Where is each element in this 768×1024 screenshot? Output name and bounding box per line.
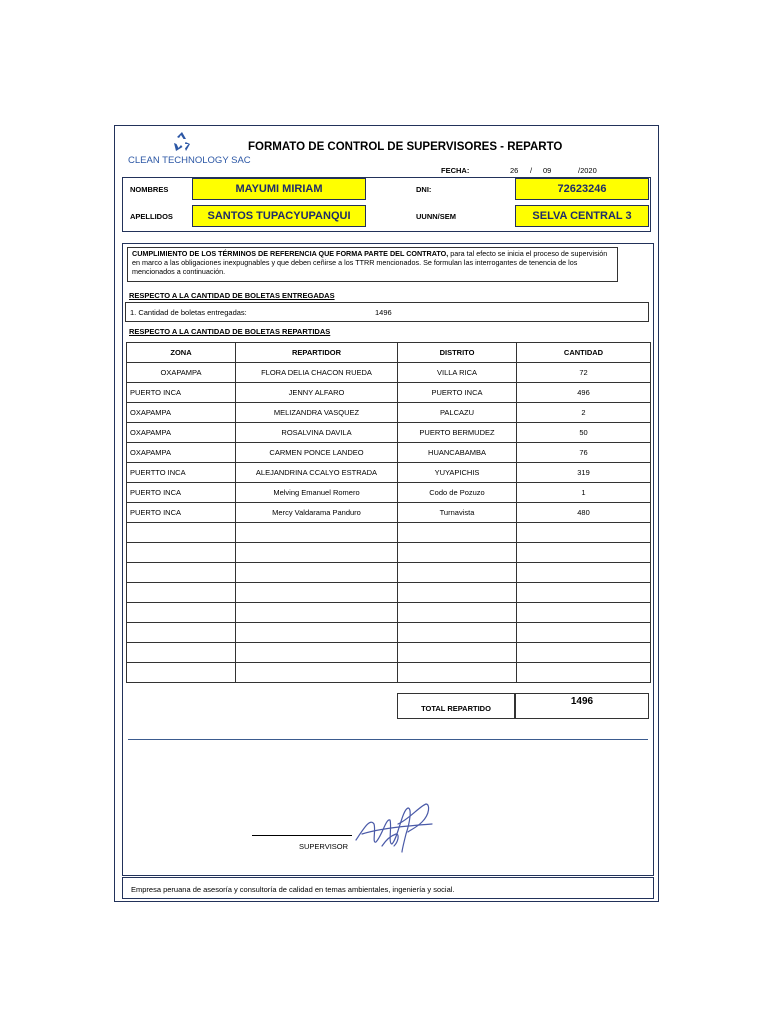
- cell-zona: [127, 603, 236, 623]
- cell-distrito: PUERTO BERMUDEZ: [398, 423, 517, 443]
- cell-zona: [127, 563, 236, 583]
- cell-repartidor: [236, 663, 398, 683]
- cell-zona: OXAPAMPA: [127, 363, 236, 383]
- cell-distrito: [398, 523, 517, 543]
- cell-distrito: Turnavista: [398, 503, 517, 523]
- cell-repartidor: [236, 543, 398, 563]
- footer-box: [122, 877, 654, 899]
- cell-cantidad: 496: [517, 383, 651, 403]
- cell-zona: PUERTO INCA: [127, 383, 236, 403]
- footer-text: Empresa peruana de asesoría y consultoría de calidad en temas ambientales, ingeniería y social.: [131, 885, 455, 894]
- cell-distrito: [398, 603, 517, 623]
- cell-cantidad: 76: [517, 443, 651, 463]
- total-repartido-value: 1496: [515, 693, 649, 719]
- table-row: [127, 603, 651, 623]
- cell-cantidad: 319: [517, 463, 651, 483]
- uunn-field: SELVA CENTRAL 3: [515, 205, 649, 227]
- cell-cantidad: 1: [517, 483, 651, 503]
- cell-repartidor: MELIZANDRA VASQUEZ: [236, 403, 398, 423]
- cell-repartidor: [236, 563, 398, 583]
- table-row: [127, 423, 651, 443]
- cell-repartidor: [236, 643, 398, 663]
- cell-repartidor: [236, 623, 398, 643]
- table-row: [127, 443, 651, 463]
- cell-zona: [127, 543, 236, 563]
- cell-repartidor: FLORA DELIA CHACON RUEDA: [236, 363, 398, 383]
- cell-repartidor: [236, 583, 398, 603]
- table-row: [127, 543, 651, 563]
- cell-zona: [127, 643, 236, 663]
- apellidos-field: SANTOS TUPACYUPANQUI: [192, 205, 366, 227]
- cell-cantidad: [517, 583, 651, 603]
- signature-line: [252, 835, 352, 836]
- cell-zona: [127, 583, 236, 603]
- cell-cantidad: 2: [517, 403, 651, 423]
- dni-field: 72623246: [515, 178, 649, 200]
- cell-repartidor: [236, 523, 398, 543]
- entregadas-value: 1496: [375, 308, 392, 317]
- cell-repartidor: [236, 603, 398, 623]
- entregadas-label: 1. Cantidad de boletas entregadas:: [130, 308, 247, 317]
- cell-distrito: [398, 663, 517, 683]
- cell-cantidad: 480: [517, 503, 651, 523]
- cell-cantidad: [517, 643, 651, 663]
- cell-cantidad: 72: [517, 363, 651, 383]
- cell-distrito: Codo de Pozuzo: [398, 483, 517, 503]
- fecha-day: 26: [510, 166, 519, 175]
- cell-repartidor: JENNY ALFARO: [236, 383, 398, 403]
- uunn-label: UUNN/SEM: [416, 212, 457, 221]
- cell-distrito: VILLA RICA: [398, 363, 517, 383]
- cell-repartidor: Mercy Valdarama Panduro: [236, 503, 398, 523]
- column-header-distrito: DISTRITO: [398, 343, 517, 363]
- apellidos-label: APELLIDOS: [130, 212, 173, 221]
- nombres-field: MAYUMI MIRIAM: [192, 178, 366, 200]
- cell-cantidad: 50: [517, 423, 651, 443]
- cell-distrito: [398, 563, 517, 583]
- dni-label: DNI:: [416, 185, 432, 194]
- cell-repartidor: ROSALVINA DAVILA: [236, 423, 398, 443]
- cell-cantidad: [517, 603, 651, 623]
- separator-line: [128, 739, 648, 740]
- cell-distrito: [398, 643, 517, 663]
- repartidas-heading: RESPECTO A LA CANTIDAD DE BOLETAS REPARTIDAS: [129, 327, 331, 336]
- repartidas-table: [126, 342, 651, 683]
- table-row: [127, 583, 651, 603]
- cell-cantidad: [517, 663, 651, 683]
- nombres-label: NOMBRES: [130, 185, 169, 194]
- cell-cantidad: [517, 563, 651, 583]
- cell-zona: OXAPAMPA: [127, 423, 236, 443]
- cell-distrito: YUYAPICHIS: [398, 463, 517, 483]
- cell-repartidor: ALEJANDRINA CCALYO ESTRADA: [236, 463, 398, 483]
- fecha-separator: /: [530, 166, 533, 175]
- cell-distrito: [398, 583, 517, 603]
- fecha-year: /2020: [578, 166, 597, 175]
- cell-distrito: [398, 623, 517, 643]
- cell-distrito: [398, 543, 517, 563]
- cell-cantidad: [517, 623, 651, 643]
- cell-repartidor: Melving Emanuel Romero: [236, 483, 398, 503]
- cell-zona: OXAPAMPA: [127, 443, 236, 463]
- document-title: FORMATO DE CONTROL DE SUPERVISORES - REPARTO: [248, 141, 563, 153]
- supervisor-signature: [352, 800, 436, 858]
- table-row: [127, 363, 651, 383]
- supervisor-label: SUPERVISOR: [299, 842, 349, 851]
- cell-zona: PUERTO INCA: [127, 483, 236, 503]
- company-logo: [128, 130, 251, 170]
- column-header-zona: ZONA: [127, 343, 236, 363]
- cell-cantidad: [517, 543, 651, 563]
- table-row: [127, 623, 651, 643]
- cell-zona: PUERTTO INCA: [127, 463, 236, 483]
- fecha-label: FECHA:: [441, 166, 470, 175]
- table-row: [127, 563, 651, 583]
- table-row: [127, 403, 651, 423]
- fecha-month: 09: [543, 166, 552, 175]
- cell-zona: [127, 523, 236, 543]
- table-header-row: [127, 343, 651, 363]
- cell-distrito: HUANCABAMBA: [398, 443, 517, 463]
- table-row: [127, 643, 651, 663]
- cell-distrito: PALCAZU: [398, 403, 517, 423]
- notice-text: para tal efecto se inicia el proceso de supervisión en marco a las obligaciones inexpugnables y que deben ceñirse a los TTRR mencionados. Se formulan las interrogantes de tenencia de los mencionados a continuación.: [132, 249, 608, 276]
- column-header-repartidor: REPARTIDOR: [236, 343, 398, 363]
- cell-zona: PUERTO INCA: [127, 503, 236, 523]
- cell-zona: [127, 623, 236, 643]
- table-row: [127, 523, 651, 543]
- total-repartido-label: TOTAL REPARTIDO: [397, 693, 515, 719]
- table-row: [127, 463, 651, 483]
- cell-repartidor: CARMEN PONCE LANDEO: [236, 443, 398, 463]
- cell-zona: OXAPAMPA: [127, 403, 236, 423]
- column-header-cantidad: CANTIDAD: [517, 343, 651, 363]
- entregadas-row: [125, 302, 649, 322]
- cell-distrito: PUERTO INCA: [398, 383, 517, 403]
- company-name: CLEAN TECHNOLOGY SAC: [128, 155, 251, 166]
- table-row: [127, 663, 651, 683]
- cell-zona: [127, 663, 236, 683]
- table-row: [127, 503, 651, 523]
- table-row: [127, 483, 651, 503]
- notice-bold-text: CUMPLIMIENTO DE LOS TÉRMINOS DE REFERENCIA QUE FORMA PARTE DEL CONTRATO,: [132, 249, 449, 258]
- cell-cantidad: [517, 523, 651, 543]
- table-row: [127, 383, 651, 403]
- contract-notice: [127, 247, 618, 282]
- recycle-icon: [128, 130, 234, 156]
- entregadas-heading: RESPECTO A LA CANTIDAD DE BOLETAS ENTREGADAS: [129, 291, 335, 300]
